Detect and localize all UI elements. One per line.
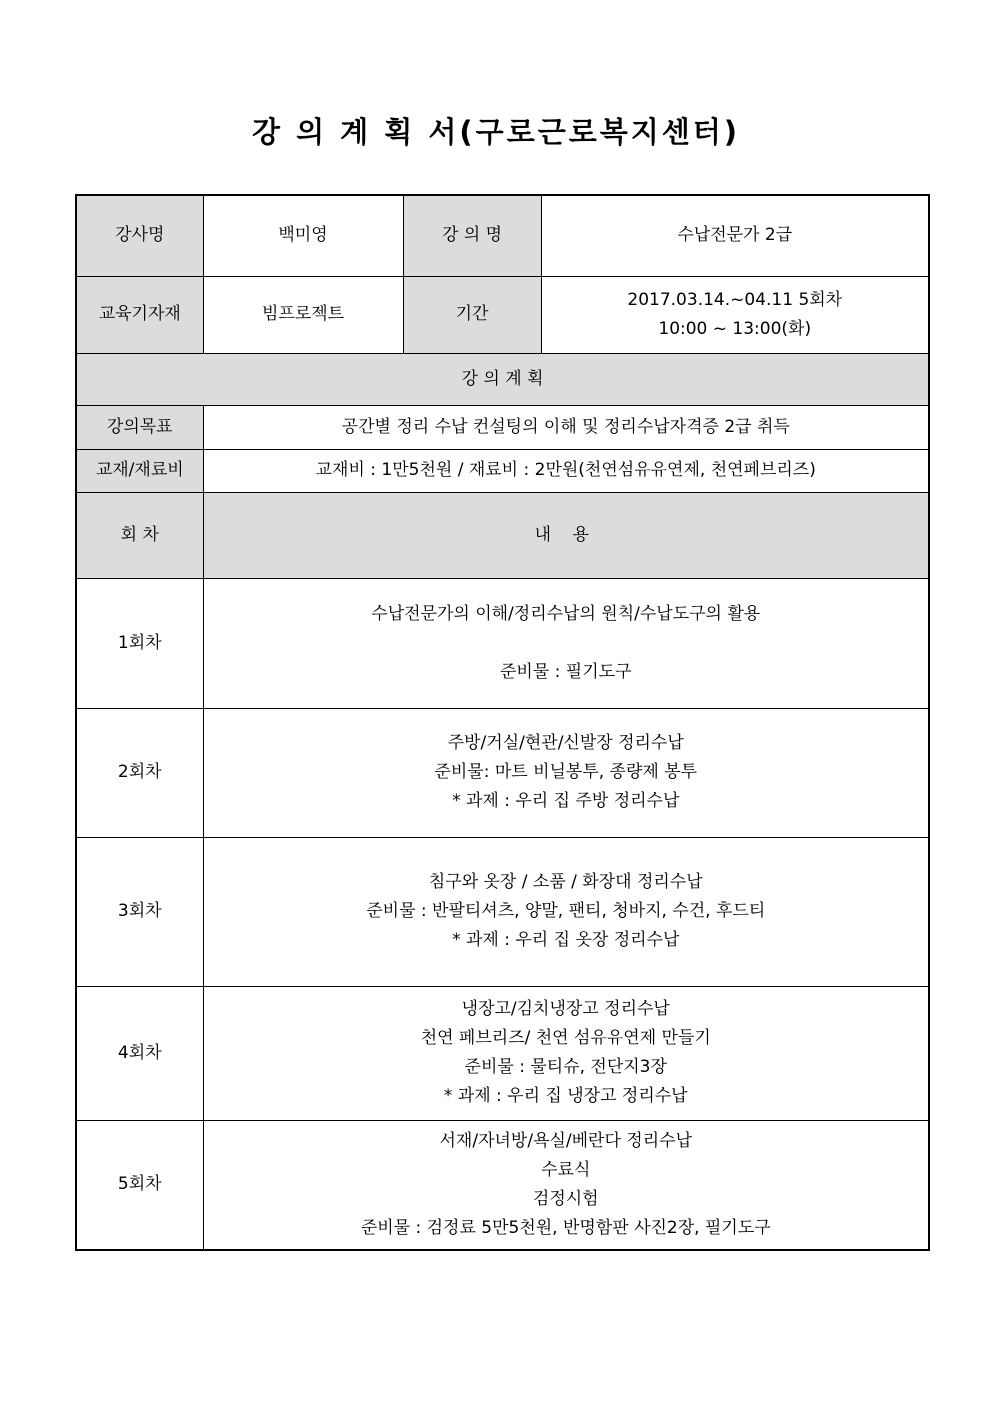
session-line: 천연 페브리즈/ 천연 섬유유연제 만들기 [420,1028,711,1048]
materials-row [76,449,929,492]
period-label: 기간 [403,276,541,353]
session-line: 주방/거실/현관/신발장 정리수납 [447,733,684,753]
session-label: 4회차 [76,986,203,1120]
schedule-header-row [76,492,929,578]
instructor-row [76,195,929,276]
session-row [76,837,929,986]
session-line: 준비물 : 물티슈, 전단지3장 [464,1057,667,1077]
session-header: 회 차 [76,492,203,578]
session-line: 침구와 옷장 / 소품 / 화장대 정리수납 [428,872,703,892]
session-label: 5회차 [76,1120,203,1250]
session-content [203,708,929,837]
lecture-plan-table [75,194,930,1251]
session-label: 2회차 [76,708,203,837]
session-line: 준비물 : 검정료 5만5천원, 반명함판 사진2장, 필기도구 [360,1217,771,1238]
organization-row [76,276,929,353]
instructor-label: 강사명 [76,195,203,276]
session-line: 냉장고/김치냉장고 정리수납 [461,999,670,1019]
session-line: * 과제 : 우리 집 옷장 정리수납 [452,930,680,950]
document-title: 강 의 계 획 서(구로근로복지센터) [251,115,741,149]
course-label: 강 의 명 [403,195,541,276]
period-time: 10:00 ~ 13:00(화) [658,318,812,339]
session-label: 3회차 [76,837,203,986]
session-row [76,578,929,708]
organization-label: 교육기자재 [76,276,203,353]
materials-value: 교재비 : 1만5천원 / 재료비 : 2만원(천연섬유유연제, 천연페브리즈) [203,449,929,492]
blank-line [204,629,929,658]
course-value: 수납전문가 2급 [541,195,929,276]
session-line: 서재/자녀방/욕실/베란다 정리수납 [439,1130,692,1151]
materials-label: 교재/재료비 [76,449,203,492]
instructor-value: 백미영 [203,195,403,276]
plan-heading-row [76,353,929,405]
objective-value: 공간별 정리 수납 컨설팅의 이해 및 정리수납자격증 2급 취득 [203,405,929,449]
period-dates: 2017.03.14.~04.11 5회차 [627,289,843,310]
session-content [203,837,929,986]
session-row [76,1120,929,1250]
organization-value: 빔프로젝트 [203,276,403,353]
session-line: * 과제 : 우리 집 냉장고 정리수납 [443,1086,688,1106]
objective-label: 강의목표 [76,405,203,449]
content-header: 내 용 [203,492,929,578]
session-line: * 과제 : 우리 집 주방 정리수납 [452,791,680,811]
period-value [541,276,929,353]
session-line: 준비물 : 반팔티셔츠, 양말, 팬티, 청바지, 수건, 후드티 [366,901,766,921]
objective-row [76,405,929,449]
session-content [203,1120,929,1250]
session-line: 준비물 : 필기도구 [500,661,632,682]
session-line: 검정시험 [532,1188,599,1209]
session-row [76,986,929,1120]
session-line: 수납전문가의 이해/정리수납의 원칙/수납도구의 활용 [371,603,761,624]
session-line: 수료식 [541,1159,591,1180]
session-content [203,986,929,1120]
plan-heading: 강 의 계 획 [76,353,929,405]
session-line: 준비물: 마트 비닐봉투, 종량제 봉투 [434,762,698,782]
session-row [76,708,929,837]
session-content [203,578,929,708]
session-label: 1회차 [76,578,203,708]
